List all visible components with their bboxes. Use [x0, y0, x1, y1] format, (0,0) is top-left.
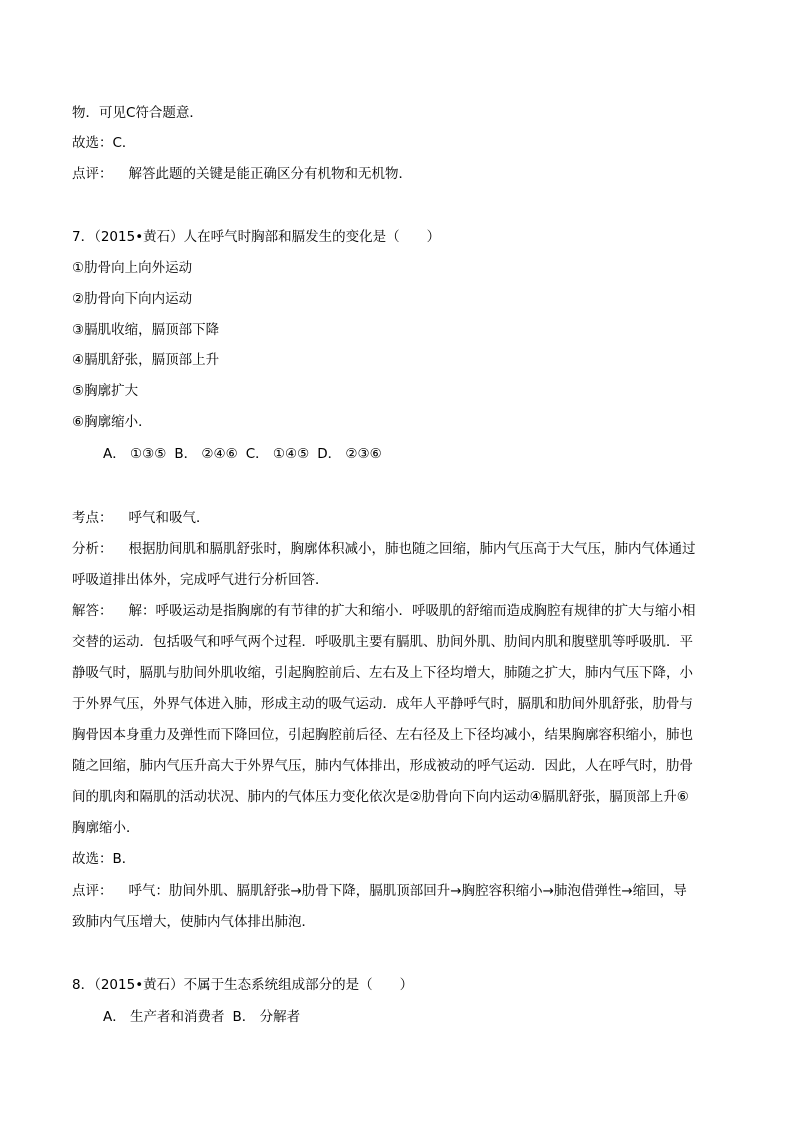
comment-line: 呼气：肋间外肌、膈肌舒张→肋骨下降，膈肌顶部回升→胸腔容积缩小→肺泡借弹性→缩回，导	[128, 883, 687, 899]
q8-stem: 8．（2015•黄石）不属于生态系统组成部分的是（ ）	[72, 977, 414, 993]
q8-option-a: A． 生产者和消费者	[103, 1009, 225, 1025]
q7-option-d: D． ②③⑥	[317, 446, 382, 462]
jieda-line: 随之回缩，肺内气压升高大于外界气压，肺内气体排出，形成被动的呼气运动．因此，人在呼气时，肋骨	[72, 758, 693, 774]
kaodian-label: 考点：	[72, 510, 113, 526]
jieda-line: 于外界气压，外界气体进入肺，形成主动的吸气运动．成年人平静呼气时，膈肌和肋间外肌舒张，肋骨与	[72, 696, 693, 712]
q7-jieda	[72, 601, 696, 621]
q8-option-b: B． 分解者	[232, 1009, 301, 1025]
q7-option-a: A． ①③⑤	[103, 446, 167, 462]
q7-item: ②肋骨向下向内运动	[72, 291, 193, 307]
q7-item: ①肋骨向上向外运动	[72, 260, 193, 276]
fenxi-line: 根据肋间肌和膈肌舒张时，胸廓体积减小，肺也随之回缩，肺内气压高于大气压，肺内气体通过	[128, 541, 696, 557]
comment-line: 致肺内气压增大，使肺内气体排出肺泡．	[72, 914, 315, 930]
jieda-label: 解答：	[72, 603, 113, 619]
fenxi-line: 呼吸道排出体外，完成呼气进行分析回答．	[72, 572, 329, 588]
jieda-line: 间的肌肉和隔肌的活动状况、肺内的气体压力变化依次是②肋骨向下向内运动④膈肌舒张，膈顶部上升⑥	[72, 789, 689, 805]
q7-option-c: C． ①④⑤	[245, 446, 310, 462]
fenxi-label: 分析：	[72, 541, 113, 557]
q7-item: ③膈肌收缩，膈顶部下降	[72, 322, 220, 338]
jieda-line: 胸骨因本身重力及弹性而下降回位，引起胸腔前后径、左右径及上下径均减小，结果胸廓容积缩小，肺也	[72, 727, 693, 743]
jieda-line: 解：呼吸运动是指胸廓的有节律的扩大和缩小．呼吸肌的舒缩而造成胸腔有规律的扩大与缩小相	[128, 603, 696, 619]
q6-explanation-tail: 物．可见C符合题意．	[72, 105, 203, 121]
q7-options	[103, 444, 382, 464]
q7-stem: 7．（2015•黄石）人在呼气时胸部和膈发生的变化是（ ）	[72, 229, 441, 245]
comment-label: 点评：	[72, 883, 113, 899]
q7-answer: 故选：B．	[72, 851, 136, 867]
jieda-line: 胸廓缩小．	[72, 820, 140, 836]
jieda-line: 交替的运动．包括吸气和呼气两个过程．呼吸肌主要有膈肌、肋间外肌、肋间内肌和腹壁肌等呼吸肌．平	[72, 634, 693, 650]
q7-option-b: B． ②④⑥	[174, 446, 238, 462]
q6-answer: 故选：C．	[72, 135, 136, 151]
comment-text: 解答此题的关键是能正确区分有机物和无机物．	[128, 166, 412, 182]
q7-fenxi	[72, 539, 696, 559]
q7-item: ④膈肌舒张，膈顶部上升	[72, 352, 220, 368]
comment-label: 点评：	[72, 166, 113, 182]
q7-item: ⑤胸廓扩大	[72, 383, 139, 399]
q7-comment	[72, 881, 687, 901]
q7-item: ⑥胸廓缩小．	[72, 414, 152, 430]
kaodian-text: 呼气和吸气．	[128, 510, 210, 526]
q6-comment	[72, 164, 412, 184]
q8-options	[103, 1007, 300, 1027]
q7-kaodian	[72, 508, 210, 528]
jieda-line: 静吸气时，膈肌与肋间外肌收缩，引起胸腔前后、左右及上下径均增大，肺随之扩大，肺内气压下降，小	[72, 665, 693, 681]
